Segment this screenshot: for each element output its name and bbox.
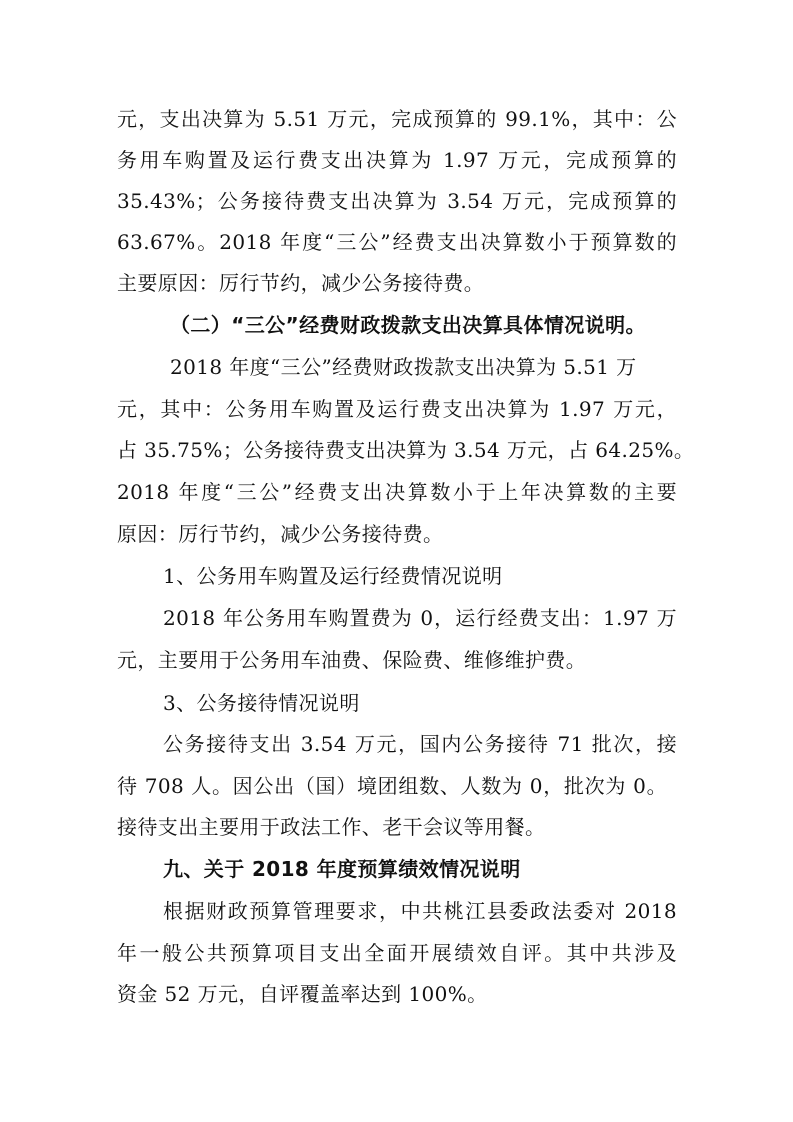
paragraph-line: 元，主要用于公务用车油费、保险费、维修维护费。 [117, 648, 587, 672]
paragraph-line: 务用车购置及运行费支出决算为 1.97 万元，完成预算的 [117, 148, 677, 172]
paragraph-line: 待 708 人。因公出（国）境团组数、人数为 0，批次为 0。 [117, 774, 667, 798]
paragraph-line: 根据财政预算管理要求，中共桃江县委政法委对 2018 [163, 899, 677, 923]
paragraph-line: 35.43%；公务接待费支出决算为 3.54 万元，完成预算的 [117, 189, 677, 213]
paragraph-line: 2018 年度“三公”经费支出决算数小于上年决算数的主要 [117, 480, 677, 504]
paragraph-line: 主要原因：厉行节约，减少公务接待费。 [117, 271, 485, 295]
paragraph-line: 年一般公共预算项目支出全面开展绩效自评。其中共涉及 [117, 941, 677, 965]
paragraph-line: 接待支出主要用于政法工作、老干会议等用餐。 [117, 815, 546, 839]
paragraph-line: 63.67%。2018 年度“三公”经费支出决算数小于预算数的 [117, 230, 677, 254]
paragraph-line: 公务接待支出 3.54 万元，国内公务接待 71 批次，接 [163, 732, 677, 756]
subsection-heading: 1、公务用车购置及运行经费情况说明 [163, 564, 503, 588]
paragraph-line: 原因：厉行节约，减少公务接待费。 [117, 522, 444, 546]
subsection-heading: 3、公务接待情况说明 [163, 691, 360, 715]
paragraph-line: 元，支出决算为 5.51 万元，完成预算的 99.1%，其中：公 [117, 107, 677, 131]
paragraph-line: 占 35.75%；公务接待费支出决算为 3.54 万元，占 64.25%。 [117, 438, 695, 462]
paragraph-line: 2018 年度“三公”经费财政拨款支出决算为 5.51 万 [170, 355, 637, 379]
section-heading: （二）“三公”经费财政拨款支出决算具体情况说明。 [170, 313, 646, 337]
paragraph-line: 2018 年公务用车购置费为 0，运行经费支出：1.97 万 [163, 606, 677, 630]
section-heading: 九、关于 2018 年度预算绩效情况说明 [163, 857, 521, 881]
paragraph-line: 资金 52 万元，自评覆盖率达到 100%。 [117, 982, 488, 1006]
paragraph-line: 元，其中：公务用车购置及运行费支出决算为 1.97 万元， [117, 397, 677, 421]
